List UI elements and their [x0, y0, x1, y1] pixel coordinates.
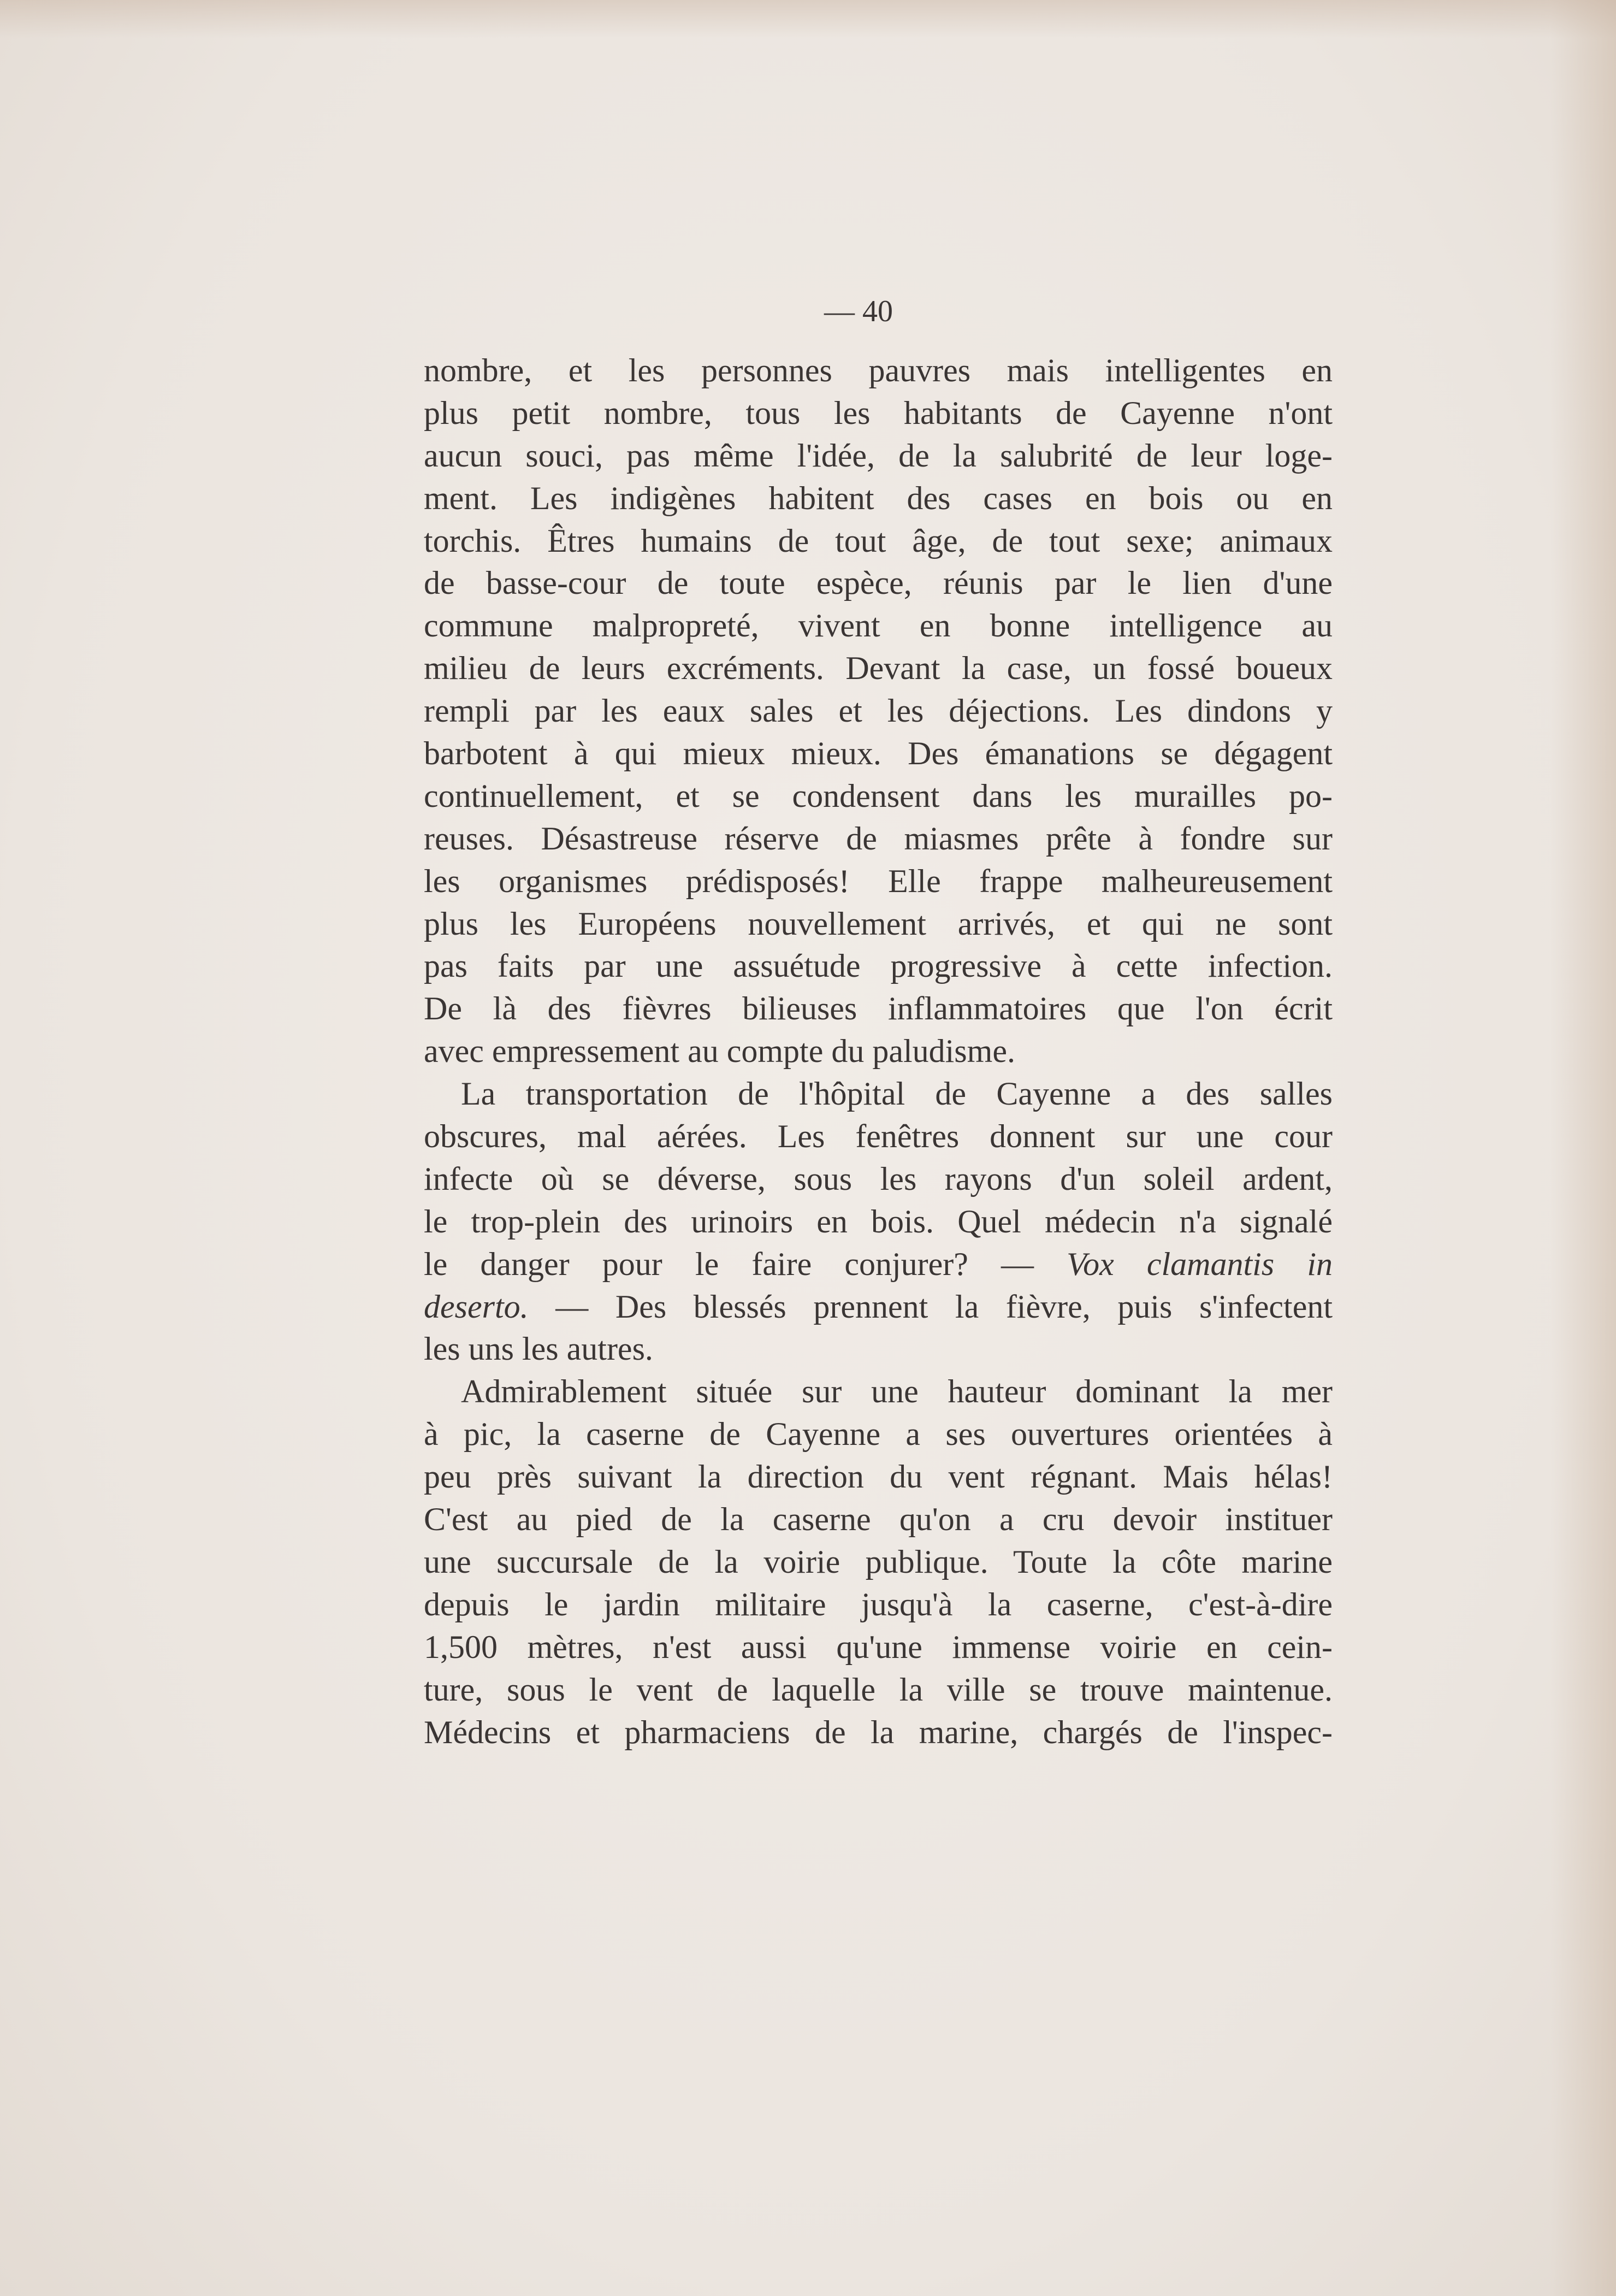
text-line: milieu de leurs excréments. Devant la case, un fossé boueux: [424, 650, 1333, 687]
text-line: rempli par les eaux sales et les déjections. Les dindons y: [424, 693, 1333, 729]
text-line: [424, 1243, 1333, 1286]
text-line: C'est au pied de la caserne qu'on a cru devoir instituer: [424, 1501, 1333, 1538]
text-line-roman: le danger pour le faire conjurer? —: [424, 1246, 1034, 1282]
text-line: reuses. Désastreuse réserve de miasmes prête à fondre sur: [424, 820, 1333, 857]
latin-quote: deserto.: [424, 1288, 529, 1325]
text-line: Médecins et pharmaciens de la marine, chargés de l'inspec-: [424, 1714, 1333, 1750]
page-top-shadow: [0, 0, 1616, 38]
latin-quote: Vox clamantis in: [1067, 1246, 1333, 1282]
text-line: obscures, mal aérées. Les fenêtres donnent sur une cour: [424, 1118, 1333, 1155]
text-line: torchis. Êtres humains de tout âge, de tout sexe; animaux: [424, 522, 1333, 559]
text-line: commune malpropreté, vivent en bonne intelligence au: [424, 607, 1333, 644]
text-line: Admirablement située sur une hauteur dominant la mer: [461, 1373, 1333, 1410]
text-line: le trop-plein des urinoirs en bois. Quel médecin n'a signalé: [424, 1203, 1333, 1240]
text-line: 1,500 mètres, n'est aussi qu'une immense voirie en cein-: [424, 1628, 1333, 1665]
text-line: les organismes prédisposés! Elle frappe malheureusement: [424, 863, 1333, 899]
text-line: les uns les autres.: [424, 1331, 653, 1367]
text-line: plus petit nombre, tous les habitants de Cayenne n'ont: [424, 394, 1333, 431]
text-line: une succursale de la voirie publique. Toute la côte marine: [424, 1543, 1333, 1580]
text-line: continuellement, et se condensent dans les murailles po-: [424, 777, 1333, 814]
text-line: pas faits par une assuétude progressive à cette infection.: [424, 948, 1333, 984]
text-line-roman: — Des blessés prennent la fièvre, puis s'infectent: [555, 1288, 1333, 1325]
text-line: avec empressement au compte du paludisme.: [424, 1033, 1015, 1070]
text-line: La transportation de l'hôpital de Cayenne a des salles: [461, 1076, 1333, 1112]
page-number: — 40: [824, 294, 893, 328]
text-line: [424, 1286, 1333, 1329]
text-line: plus les Européens nouvellement arrivés, et qui ne sont: [424, 905, 1333, 942]
text-line: peu près suivant la direction du vent régnant. Mais hélas!: [424, 1459, 1333, 1495]
page-edge-shadow: [1550, 0, 1616, 2296]
text-line: infecte où se déverse, sous les rayons d'un soleil ardent,: [424, 1160, 1333, 1197]
text-line: aucun souci, pas même l'idée, de la salubrité de leur loge-: [424, 437, 1333, 474]
text-line: ture, sous le vent de laquelle la ville se trouve maintenue.: [424, 1671, 1333, 1708]
text-line: de basse-cour de toute espèce, réunis par le lien d'une: [424, 565, 1333, 601]
text-line: barbotent à qui mieux mieux. Des émanations se dégagent: [424, 735, 1333, 772]
text-line: ment. Les indigènes habitent des cases en bois ou en: [424, 480, 1333, 516]
text-line: à pic, la caserne de Cayenne a ses ouvertures orientées à: [424, 1416, 1333, 1453]
text-line: De là des fièvres bilieuses inflammatoires que l'on écrit: [424, 990, 1333, 1027]
body-text: [424, 350, 1333, 1754]
text-line: depuis le jardin militaire jusqu'à la caserne, c'est-à-dire: [424, 1586, 1333, 1622]
text-line: nombre, et les personnes pauvres mais intelligentes en: [424, 352, 1333, 388]
